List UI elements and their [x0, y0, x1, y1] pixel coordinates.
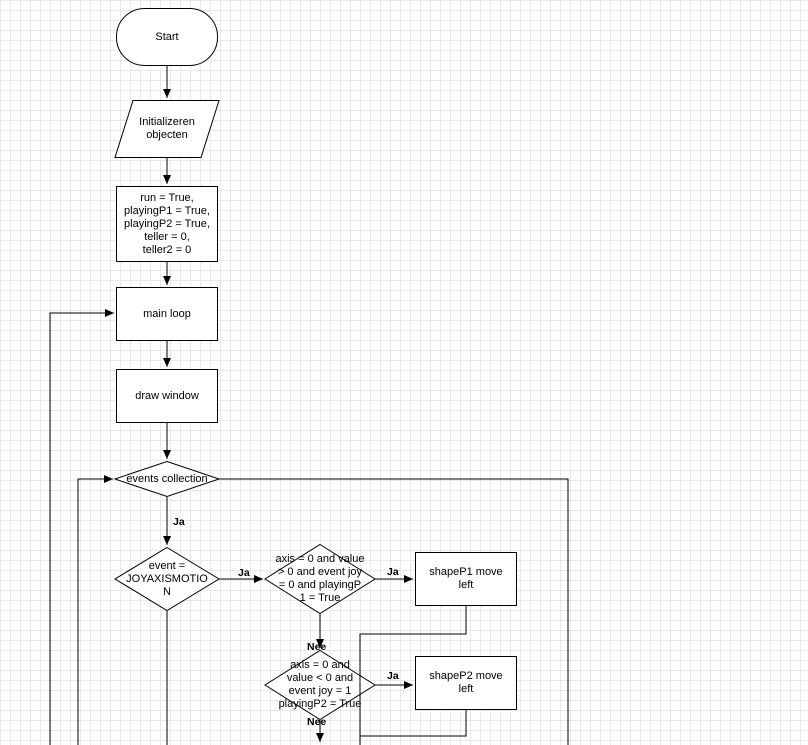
edge-label-ja-events: Ja [173, 516, 185, 528]
node-start-shape[interactable] [117, 9, 218, 66]
node-mainloop-shape[interactable] [117, 288, 218, 341]
node-cond1-label: axis = 0 and value > 0 and event joy = 0 and playingP 1 = True [275, 553, 365, 604]
node-events-label: events collection [126, 472, 208, 485]
edge-label-ja-cond1: Ja [387, 566, 399, 578]
edge-label-nee-cond2: Nee [307, 716, 327, 728]
node-mainloop-label: main loop [143, 307, 191, 320]
node-moveP2-shape[interactable] [416, 657, 517, 710]
node-init-shape[interactable] [115, 101, 219, 158]
node-joyaxis-shape[interactable] [115, 548, 219, 611]
node-moveP1-shape[interactable] [416, 553, 517, 606]
node-cond2-shape[interactable] [265, 651, 375, 720]
node-drawwindow-label: draw window [135, 389, 199, 402]
node-cond2-label: axis = 0 and value < 0 and event joy = 1 playingP2 = True [278, 659, 362, 710]
node-drawwindow-shape[interactable] [117, 370, 218, 423]
edge-return-to-mainloop [50, 313, 114, 745]
edge-label-ja-joyaxis: Ja [238, 567, 250, 579]
node-start-label: Start [155, 30, 179, 43]
edge-label-ja-cond2: Ja [387, 670, 399, 682]
node-vars-label: run = True, playingP1 = True, playingP2 = True, teller = 0, teller2 = 0 [124, 191, 210, 256]
node-cond1-shape[interactable] [265, 545, 375, 614]
edge-moveP2-return [360, 710, 466, 736]
edge-label-nee-cond1: Nee [307, 641, 327, 653]
node-events-shape[interactable] [115, 462, 219, 497]
node-moveP1-label: shapeP1 move left [429, 566, 503, 591]
node-vars-shape[interactable] [117, 187, 218, 262]
node-moveP2-label: shapeP2 move left [429, 670, 503, 695]
edge-return-to-events [78, 479, 113, 745]
node-init-label: Initializeren objecten [139, 116, 195, 141]
node-joyaxis-label: event = JOYAXISMOTIO N [126, 559, 208, 598]
